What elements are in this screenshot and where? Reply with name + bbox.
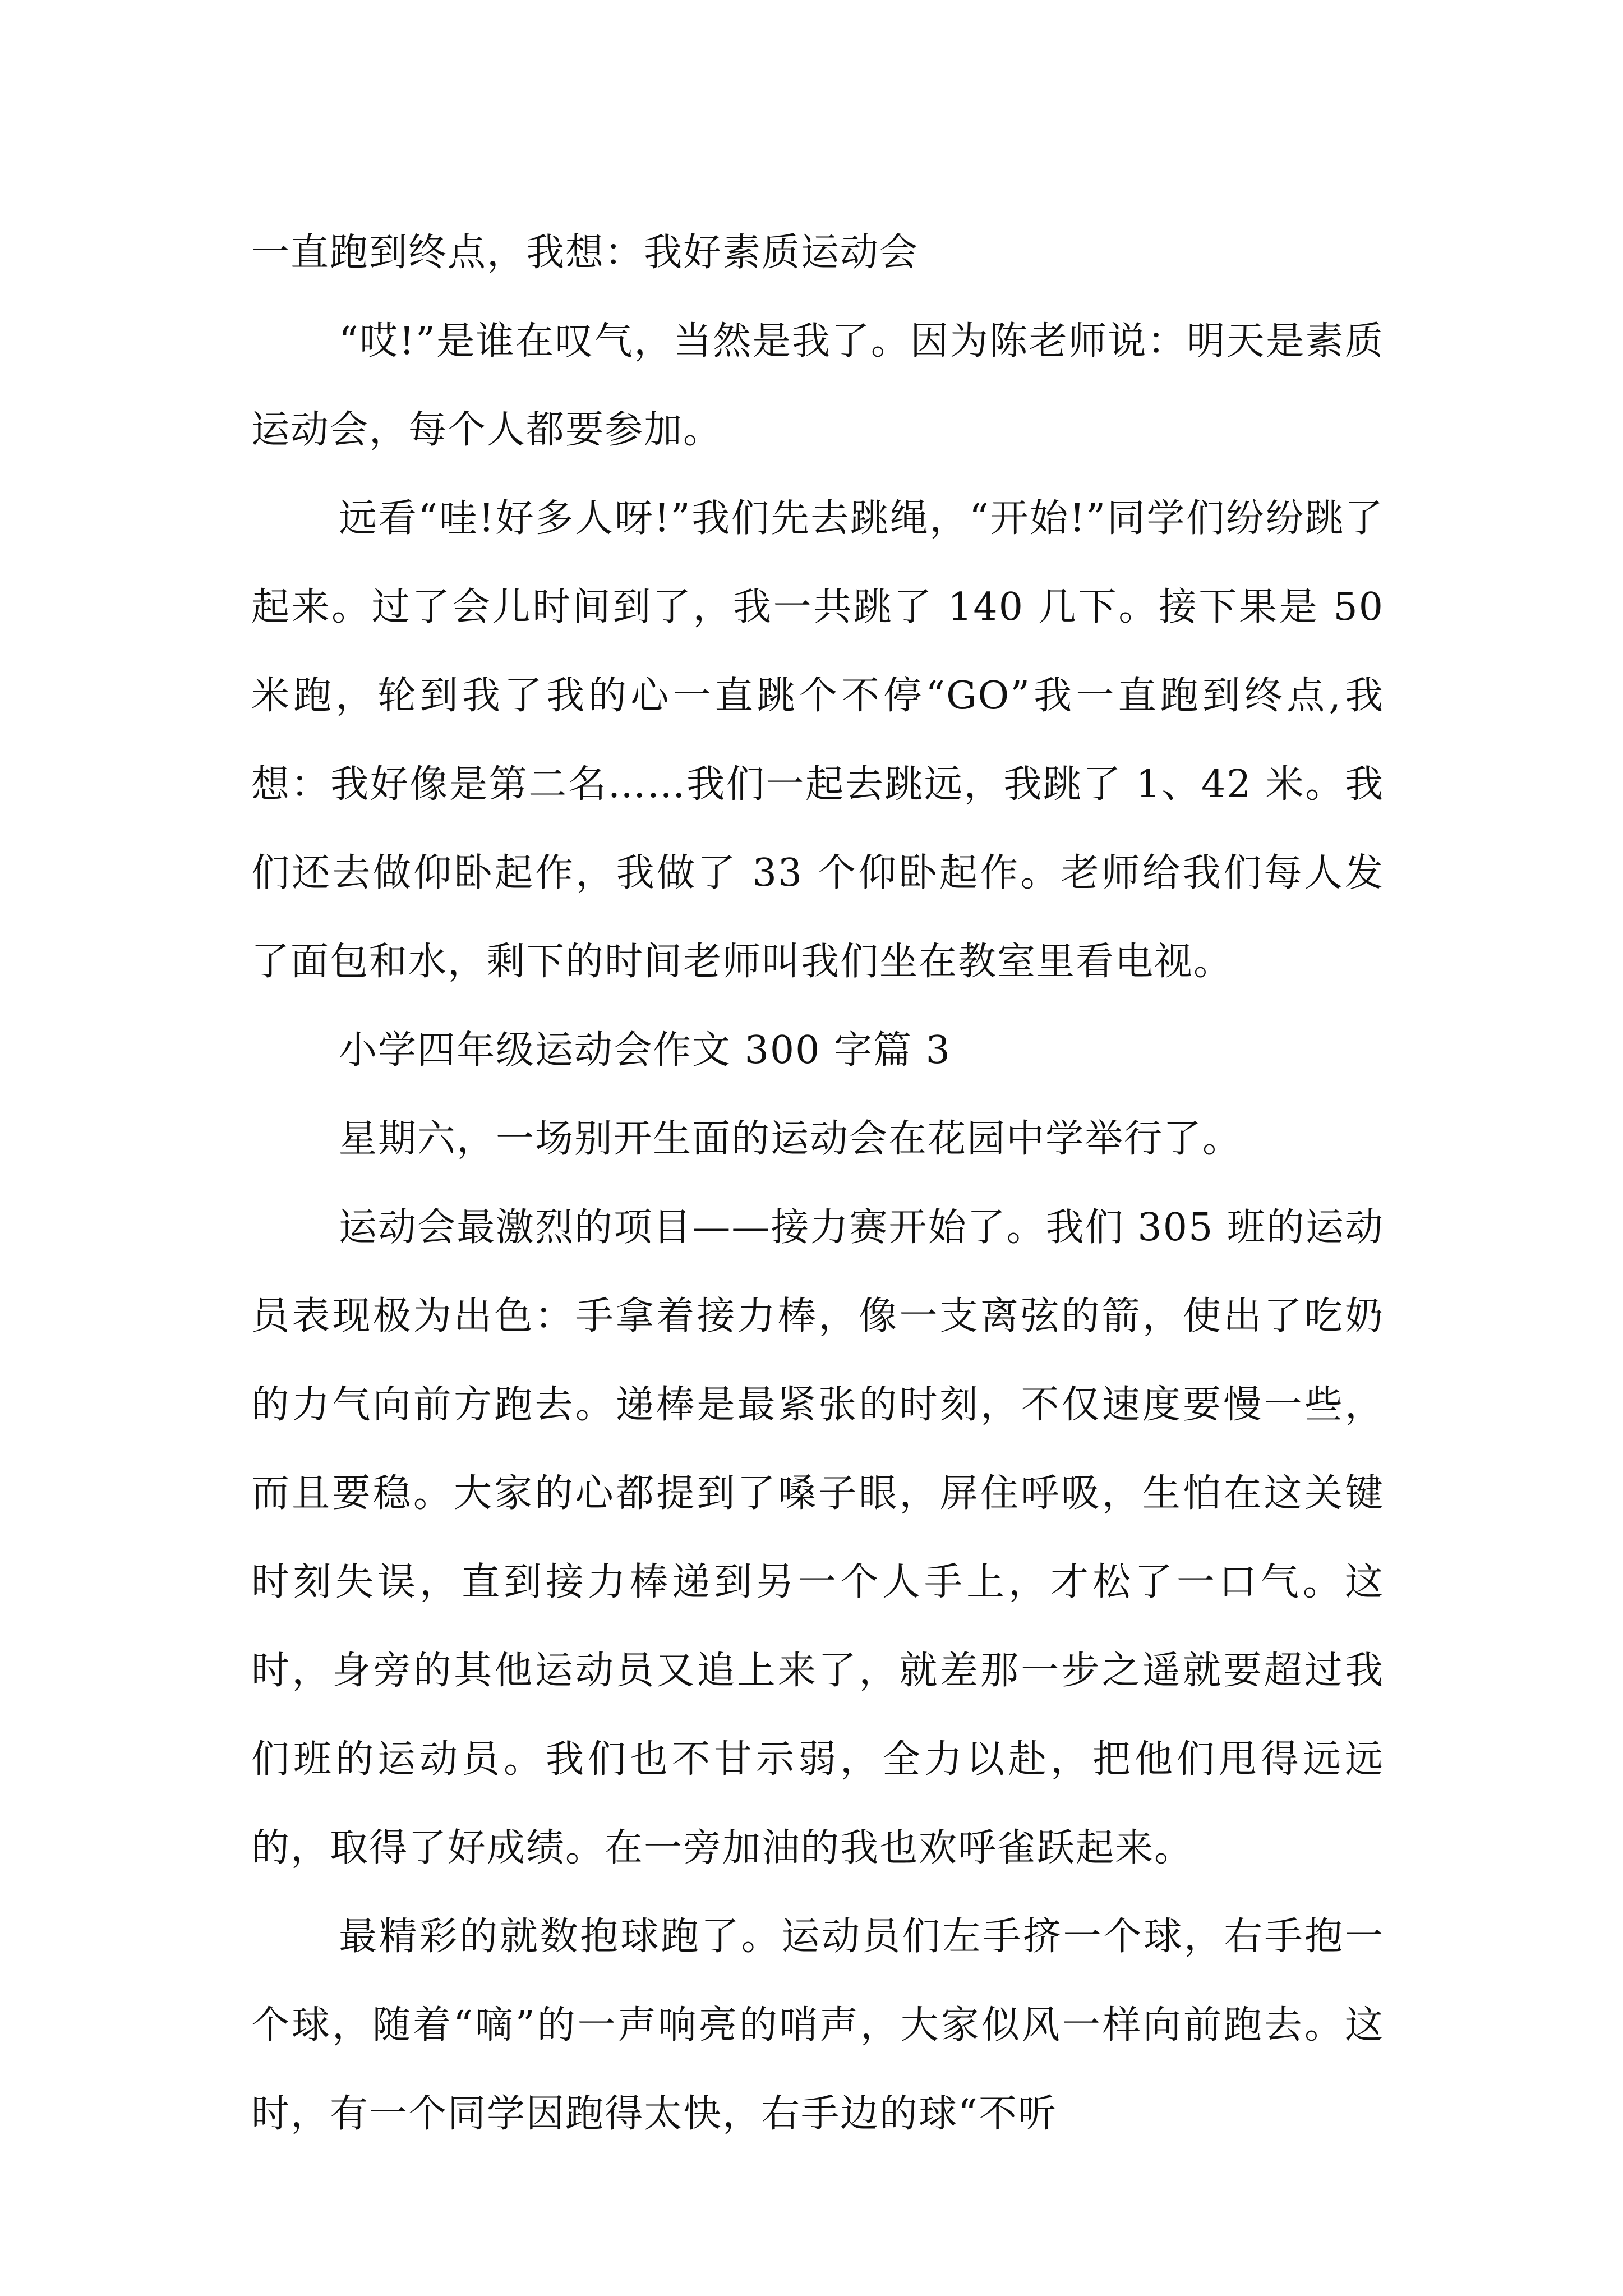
paragraph-3: 远看“哇!好多人呀!”我们先去跳绳，“开始!”同学们纷纷跳了起来。过了会儿时间到了，我一共跳了 140 几下。接下果是 50 米跑，轮到我了我的心一直跳个不停“GO”我一直跑到终点,我想：我好像是第二名……我们一起去跳远，我跳了 1、42 米。我们还去做仰卧起作，我做了 33 个仰卧起作。老师给我们每人发了面包和水，剩下的时间老师叫我们坐在教室里看电视。 — [251, 496, 1384, 984]
paragraph-1: 一直跑到终点，我想：我好素质运动会 — [251, 231, 919, 275]
paragraph-2: “哎!”是谁在叹气，当然是我了。因为陈老师说：明天是素质运动会，每个人都要参加。 — [251, 319, 1384, 452]
section-heading: 小学四年级运动会作文 300 字篇 3 — [339, 1028, 951, 1073]
paragraph-7: 最精彩的就数抱球跑了。运动员们左手挤一个球，右手抱一个球，随着“嘀”的一声响亮的哨声，大家似风一样向前跑去。这时，有一个同学因跑得太快，右手边的球“不听 — [251, 1915, 1384, 2136]
document-body — [251, 209, 1384, 2159]
paragraph-5: 星期六，一场别开生面的运动会在花园中学举行了。 — [339, 1117, 1242, 1161]
paragraph-6: 运动会最激烈的项目——接力赛开始了。我们 305 班的运动员表现极为出色：手拿着接力棒，像一支离弦的箭，使出了吃奶的力气向前方跑去。递棒是最紧张的时刻，不仅速度要慢一些，而且要稳。大家的心都提到了嗓子眼，屏住呼吸，生怕在这关键时刻失误，直到接力棒递到另一个人手上，才松了一口气。这时，身旁的其他运动员又追上来了，就差那一步之遥就要超过我们班的运动员。我们也不甘示弱，全力以赴，把他们甩得远远的，取得了好成绩。在一旁加油的我也欢呼雀跃起来。 — [251, 1205, 1384, 1870]
